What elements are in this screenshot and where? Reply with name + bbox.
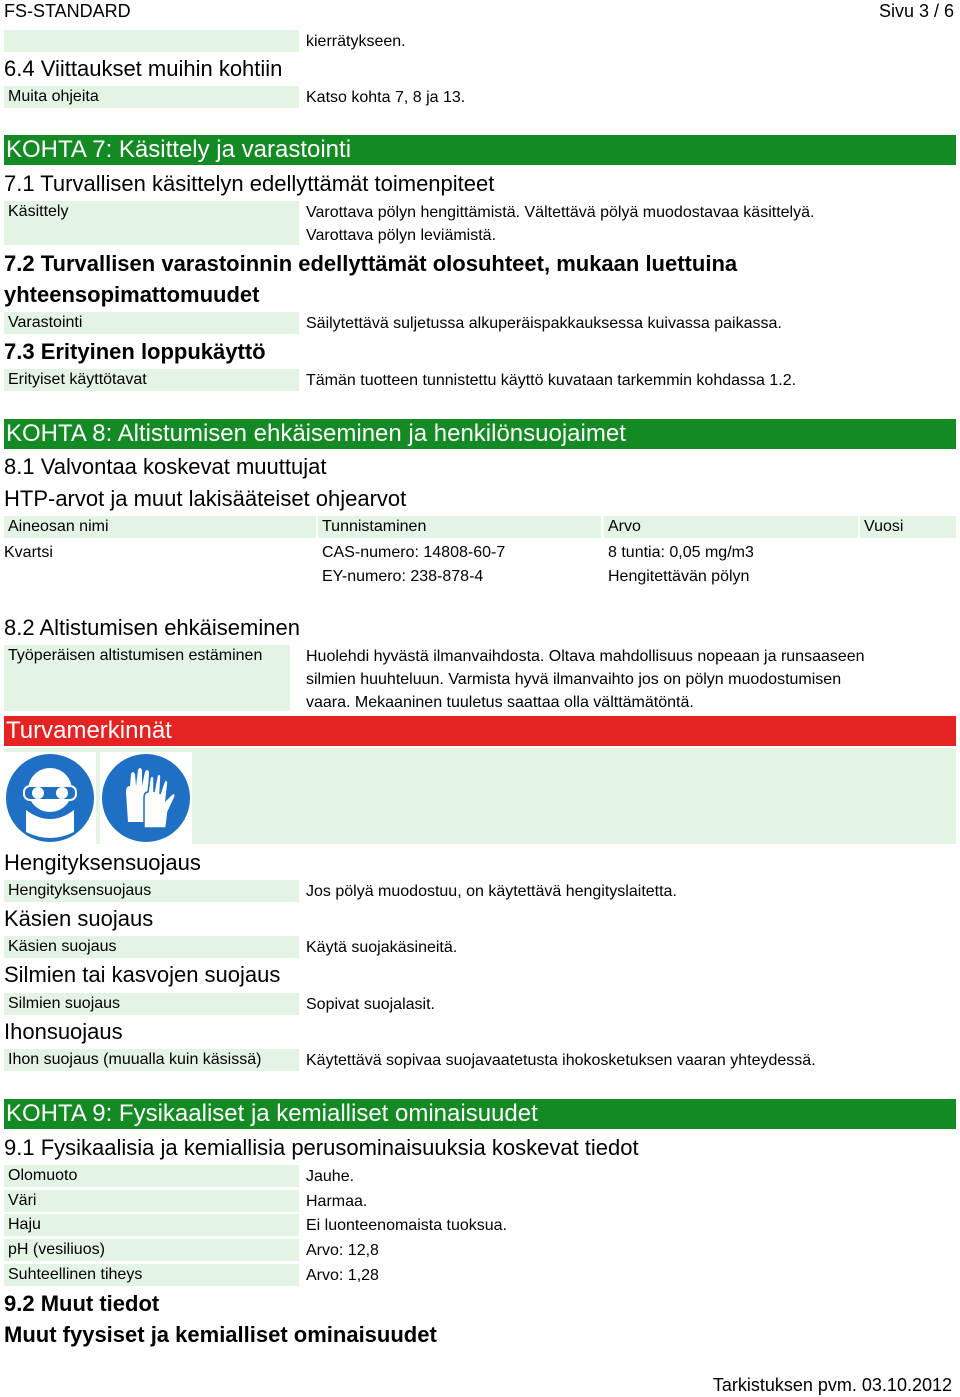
table-cell-value: 8 tuntia: 0,05 mg/m3 [608,544,754,561]
subsection-9-1-title: 9.1 Fysikaalisia ja kemiallisia perusominaisuuksia koskevat tiedot [4,1135,639,1160]
exposure-control-label: Työperäisen altistumisen estäminen [4,645,290,711]
table-header-name: Aineosan nimi [4,516,316,538]
respiratory-protection-label: Hengityksensuojaus [4,880,299,902]
section-8-header: KOHTA 8: Altistumisen ehkäiseminen ja henkilönsuojaimet [4,419,956,449]
end-use-label: Erityiset käyttötavat [4,369,299,391]
safety-signs-header: Turvamerkinnät [4,716,956,746]
table-header-value: Arvo [604,516,858,538]
handling-value-line2: Varottava pölyn leviämistä. [306,227,497,244]
table-cell-name: Kvartsi [4,544,53,561]
table-header-year: Vuosi [860,516,956,538]
table-cell-cas: CAS-numero: 14808-60-7 [322,544,506,561]
subsection-6-4-title: 6.4 Viittaukset muihin kohtiin [4,56,283,81]
exposure-control-line3: vaara. Mekaaninen tuuletus saattaa olla välttämätöntä. [306,694,694,711]
continuation-text: kierrätykseen. [306,33,406,50]
table-cell-ec: EY-numero: 238-878-4 [322,568,484,585]
gloves-icon [100,752,192,844]
skin-protection-title: Ihonsuojaus [4,1019,123,1044]
storage-value: Säilytettävä suljetussa alkuperäispakkauksessa kuivassa paikassa. [306,315,782,332]
subsection-7-3-title: 7.3 Erityinen loppukäyttö [4,339,266,364]
property-value: Jauhe. [306,1168,355,1185]
property-label: Väri [4,1190,299,1212]
subsection-8-2-title: 8.2 Altistumisen ehkäiseminen [4,615,300,640]
subsection-9-2-title: 9.2 Muut tiedot [4,1291,160,1316]
subsection-7-2-title-line2: yhteensopimattomuudet [4,282,260,307]
subsection-7-2-title-line1: 7.2 Turvallisen varastoinnin edellyttämät olosuhteet, mukaan luettuina [4,251,738,276]
property-label: Suhteellinen tiheys [4,1264,299,1286]
table-header-identification: Tunnistaminen [318,516,601,538]
property-value: Arvo: 12,8 [306,1242,379,1259]
exposure-control-line1: Huolehdi hyvästä ilmanvaihdosta. Oltava mahdollisuus nopeaan ja runsaaseen [306,648,865,665]
handling-value-line1: Varottava pölyn hengittämistä. Vältettävä pölyä muodostavaa käsittelyä. [306,204,815,221]
other-instructions-value: Katso kohta 7, 8 ja 13. [306,89,466,106]
end-use-value: Tämän tuotteen tunnistettu käyttö kuvataan tarkemmin kohdassa 1.2. [306,372,797,389]
document-title: FS-STANDARD [4,1,131,21]
exposure-control-line2: silmien huuhteluun. Varmista hyvä ilmanvaihto jos on pölyn muodostumisen [306,671,842,688]
eye-protection-label: Silmien suojaus [4,993,299,1015]
section-7-header: KOHTA 7: Käsittely ja varastointi [4,135,956,165]
hand-protection-value: Käytä suojakäsineitä. [306,939,458,956]
hand-protection-label: Käsien suojaus [4,936,299,958]
property-value: Arvo: 1,28 [306,1267,379,1284]
storage-label: Varastointi [4,312,299,334]
subsection-8-1-title: 8.1 Valvontaa koskevat muuttujat [4,454,327,479]
table-cell-value-note: Hengitettävän pölyn [608,568,750,585]
property-label: Olomuoto [4,1165,299,1187]
goggles-icon [4,752,96,844]
handling-label: Käsittely [4,201,299,245]
property-label: Haju [4,1214,299,1236]
subsection-7-1-title: 7.1 Turvallisen käsittelyn edellyttämät toimenpiteet [4,171,495,196]
hand-protection-title: Käsien suojaus [4,906,154,931]
respiratory-protection-value: Jos pölyä muodostuu, on käytettävä hengityslaitetta. [306,883,677,900]
skin-protection-label: Ihon suojaus (muualla kuin käsissä) [4,1049,299,1071]
property-label: pH (vesiliuos) [4,1239,299,1261]
respiratory-protection-title: Hengityksensuojaus [4,850,201,875]
page-number: Sivu 3 / 6 [878,1,954,21]
other-instructions-label: Muita ohjeita [4,86,299,108]
section-9-header: KOHTA 9: Fysikaaliset ja kemialliset ominaisuudet [4,1099,956,1129]
property-value: Ei luonteenomaista tuoksua. [306,1217,508,1234]
eye-protection-value: Sopivat suojalasit. [306,996,435,1013]
revision-date: Tarkistuksen pvm. 03.10.2012 [712,1375,952,1395]
label-cell-empty [4,30,299,52]
skin-protection-value: Käytettävä sopivaa suojavaatetusta ihokosketuksen vaaran yhteydessä. [306,1052,816,1069]
eye-protection-title: Silmien tai kasvojen suojaus [4,962,281,987]
subsection-9-2-subtitle: Muut fyysiset ja kemialliset ominaisuudet [4,1322,437,1347]
subsection-8-1-subtitle: HTP-arvot ja muut lakisääteiset ohjearvot [4,486,407,511]
property-value: Harmaa. [306,1193,368,1210]
